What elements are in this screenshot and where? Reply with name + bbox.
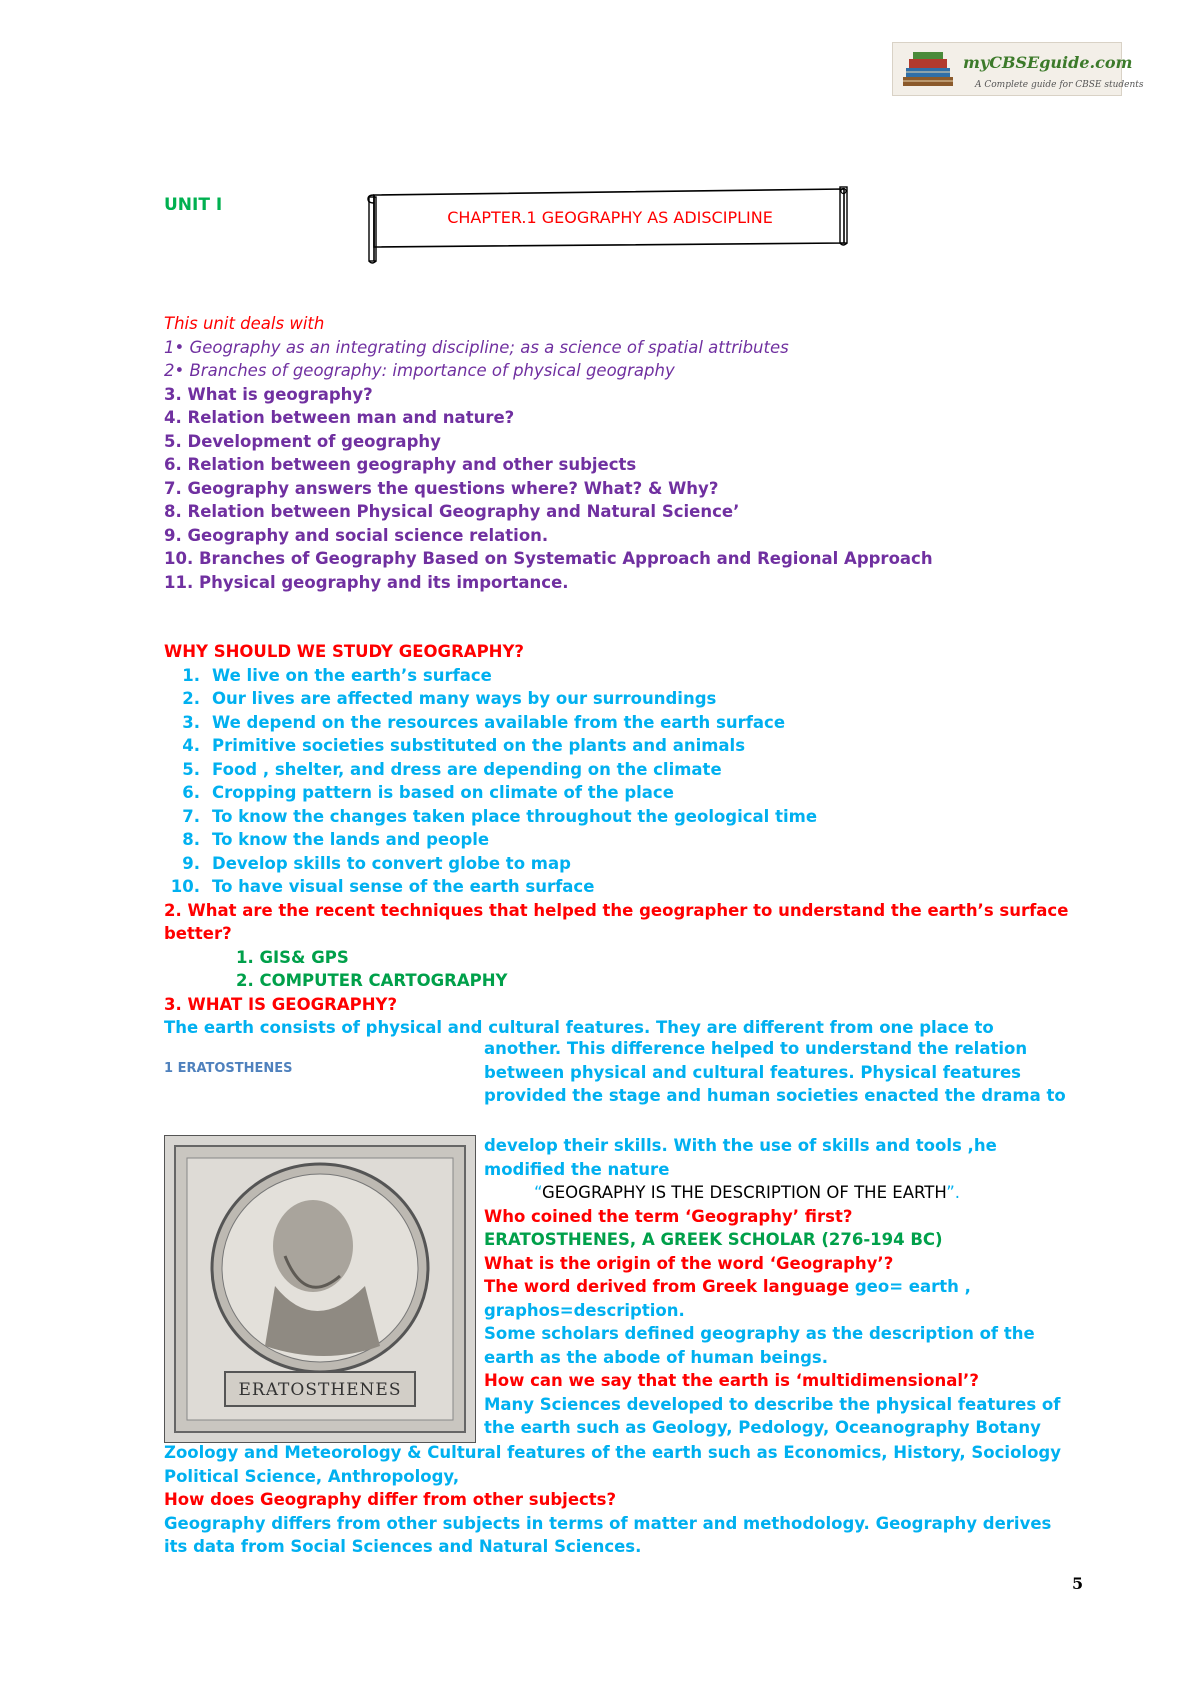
- list-item: 4. Primitive societies substituted on the plants and animals: [182, 736, 746, 755]
- list-item: 1. We live on the earth’s surface: [182, 665, 492, 685]
- paragraph-line: its data from Social Sciences and Natural Sciences.: [164, 1537, 642, 1556]
- why-study-list: [164, 664, 1084, 899]
- why-study-section: [164, 640, 1084, 1040]
- answer-origin-cont: graphos=description.: [484, 1300, 685, 1320]
- right-column-qa: [484, 1134, 1084, 1440]
- list-item: 3. We depend on the resources available from the earth surface: [182, 712, 786, 732]
- overview-item: 3. What is geography?: [164, 384, 373, 404]
- eratosthenes-portrait-image: [164, 1135, 476, 1443]
- list-item: 10. To have visual sense of the earth surface: [170, 877, 595, 896]
- why-study-heading: WHY SHOULD WE STUDY GEOGRAPHY?: [164, 642, 524, 661]
- overview-item: 7. Geography answers the questions where? What? & Why?: [164, 478, 719, 498]
- paragraph-line: Political Science, Anthropology,: [164, 1466, 460, 1486]
- paragraph-line: Some scholars defined geography as the description of the: [484, 1324, 1035, 1343]
- books-icon: [901, 51, 957, 89]
- paragraph-line: develop their skills. With the use of skills and tools ,he: [484, 1136, 997, 1155]
- definition-quote: “GEOGRAPHY IS THE DESCRIPTION OF THE EARTH”.: [534, 1183, 961, 1202]
- list-item: 9. Develop skills to convert globe to map: [182, 853, 571, 873]
- answer-coined: ERATOSTHENES, A GREEK SCHOLAR (276-194 BC): [484, 1230, 943, 1249]
- logo-brand: myCBSEguide.com: [963, 53, 1133, 72]
- list-item: 7. To know the changes taken place throughout the geological time: [182, 806, 818, 826]
- overview-item: 6. Relation between geography and other subjects: [164, 455, 637, 474]
- right-column-text: [484, 1037, 1084, 1108]
- paragraph-line: earth as the abode of human beings.: [484, 1347, 829, 1367]
- paragraph-line: between physical and cultural features. Physical features: [484, 1062, 1022, 1082]
- overview-item: 10. Branches of Geography Based on Systematic Approach and Regional Approach: [164, 549, 933, 568]
- list-item: 6. Cropping pattern is based on climate of the place: [182, 783, 674, 802]
- paragraph-line: Geography differs from other subjects in terms of matter and methodology. Geography derives: [164, 1513, 1052, 1533]
- unit-label: UNIT I: [164, 195, 223, 215]
- paragraph-line: Many Sciences developed to describe the physical features of: [484, 1394, 1061, 1414]
- answer-item: 2. COMPUTER CARTOGRAPHY: [236, 971, 508, 990]
- overview-item: 9. Geography and social science relation.: [164, 525, 549, 545]
- paragraph-line: The earth consists of physical and cultural features. They are different from one place to: [164, 1018, 994, 1037]
- answer-origin: The word derived from Greek language geo= earth ,: [484, 1277, 971, 1296]
- overview-item: 2• Branches of geography: importance of physical geography: [164, 361, 675, 380]
- overview-item: 8. Relation between Physical Geography and Natural Science’: [164, 502, 740, 521]
- overview-heading: This unit deals with: [164, 314, 325, 333]
- overview-item: 11. Physical geography and its importance.: [164, 572, 569, 592]
- answer-item: 1. GIS& GPS: [236, 947, 349, 967]
- site-logo: [892, 42, 1144, 96]
- question-differ: How does Geography differ from other subjects?: [164, 1490, 617, 1509]
- list-item: 2. Our lives are affected many ways by our surroundings: [182, 689, 717, 708]
- svg-text:ERATOSTHENES: ERATOSTHENES: [238, 1380, 402, 1400]
- paragraph-line: the earth such as Geology, Pedology, Oceanography Botany: [484, 1418, 1041, 1437]
- question-multidimensional: How can we say that the earth is ‘multidimensional’?: [484, 1371, 979, 1390]
- chapter-title: CHAPTER.1 GEOGRAPHY AS ADISCIPLINE: [447, 208, 773, 227]
- question-coined: Who coined the term ‘Geography’ first?: [484, 1206, 853, 1226]
- paragraph-line: modified the nature: [484, 1159, 670, 1179]
- overview-item: 5. Development of geography: [164, 431, 441, 451]
- logo-tagline: A Complete guide for CBSE students: [975, 80, 1144, 90]
- question-techniques-cont: better?: [164, 924, 232, 943]
- figure-caption: 1 ERATOSTHENES: [164, 1061, 293, 1076]
- paragraph-line: another. This difference helped to understand the relation: [484, 1039, 1028, 1058]
- paragraph-line: provided the stage and human societies enacted the drama to: [484, 1086, 1066, 1105]
- page-number: 5: [1072, 1574, 1084, 1593]
- question-origin: What is the origin of the word ‘Geography’?: [484, 1253, 894, 1273]
- section-what-is-geography: 3. WHAT IS GEOGRAPHY?: [164, 994, 398, 1014]
- bottom-text: [164, 1441, 1084, 1559]
- question-techniques: 2. What are the recent techniques that helped the geographer to understand the earth’s surface: [164, 900, 1069, 920]
- overview-item: 1• Geography as an integrating discipline; as a science of spatial attributes: [164, 337, 789, 357]
- list-item: 8. To know the lands and people: [182, 830, 490, 849]
- list-item: 5. Food , shelter, and dress are depending on the climate: [182, 759, 722, 779]
- unit-overview: [164, 312, 1084, 594]
- overview-item: 4. Relation between man and nature?: [164, 408, 515, 427]
- paragraph-line: Zoology and Meteorology & Cultural features of the earth such as Economics, History, Sociology: [164, 1443, 1061, 1462]
